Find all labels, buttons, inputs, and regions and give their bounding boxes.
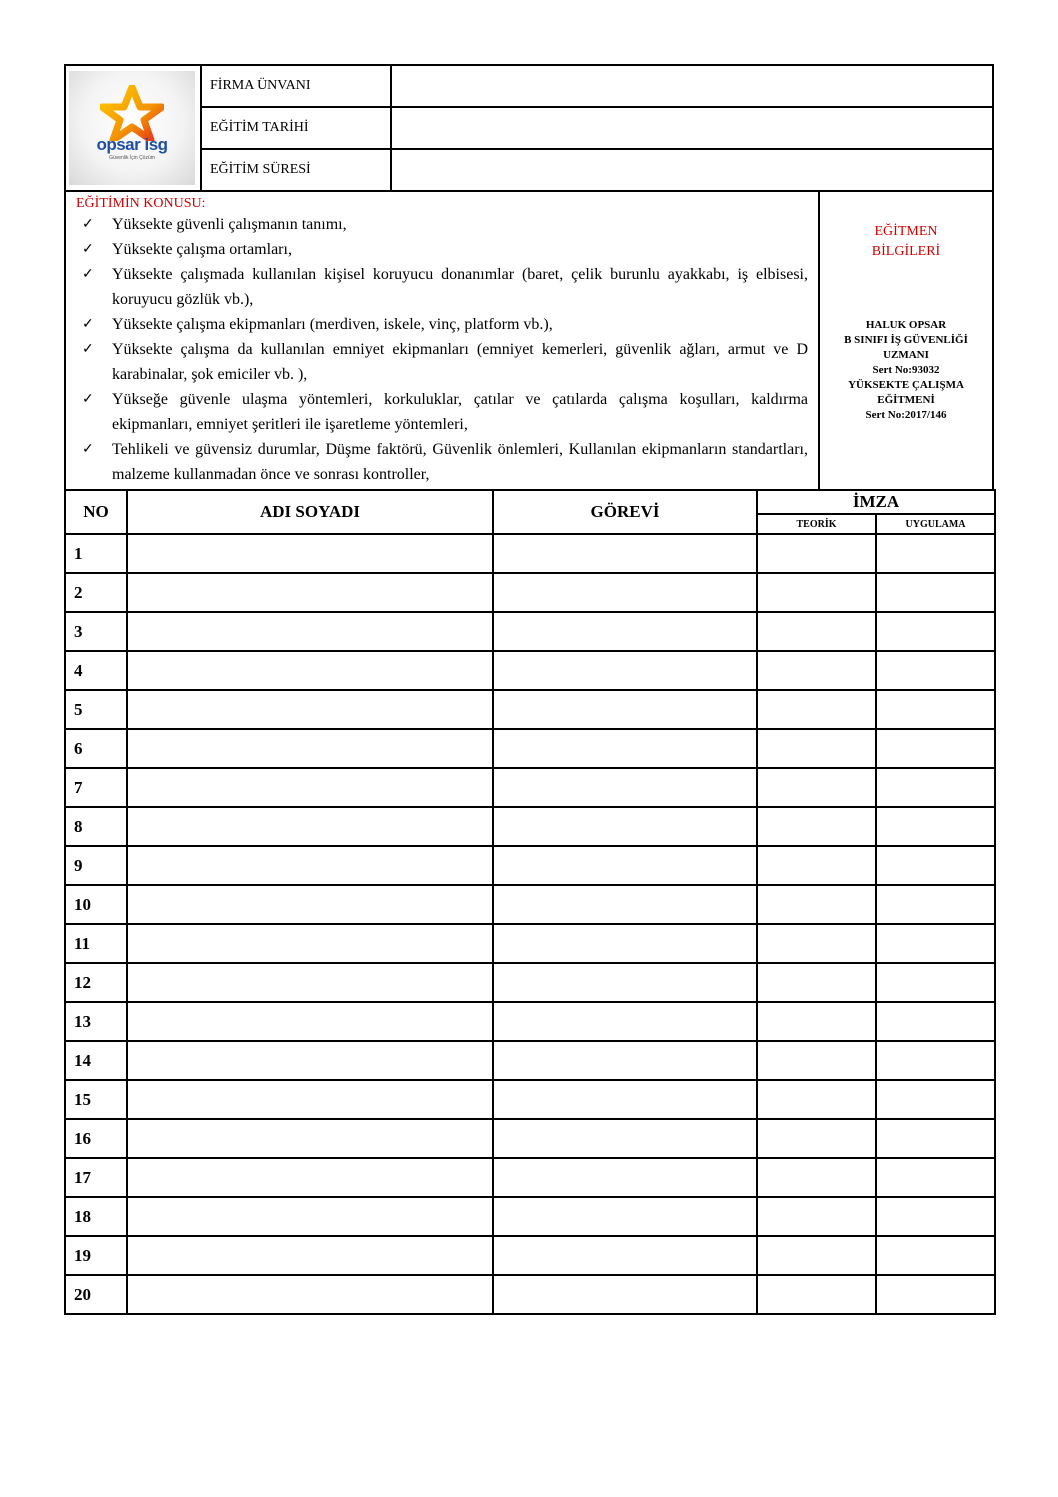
company-logo [69,71,195,185]
theory-signature-cell[interactable] [757,573,876,612]
practice-signature-cell[interactable] [876,768,995,807]
firm-name-field[interactable] [391,65,993,107]
practice-signature-cell[interactable] [876,1236,995,1275]
theory-signature-cell[interactable] [757,690,876,729]
row-number: 5 [65,690,127,729]
topic-list [76,212,808,487]
theory-signature-cell[interactable] [757,1119,876,1158]
checkmark-icon: ✓ [82,317,94,332]
theory-signature-cell[interactable] [757,846,876,885]
name-cell[interactable] [127,1197,493,1236]
row-number: 20 [65,1275,127,1314]
topic-item: ✓ Yüksekte çalışmada kullanılan kişisel koruyucu donanımlar (baret, çelik burunlu ayakkabı, iş elbisesi, koruyucu gözlük vb.), [112,262,808,312]
checkmark-icon: ✓ [82,442,94,457]
col-header-practice: UYGULAMA [876,514,995,534]
table-row [65,885,995,924]
trainer-details: HALUK OPSAR B SINIFI İŞ GÜVENLİĞİ UZMANI Sert No:93032 YÜKSEKTE ÇALIŞMA EĞİTMENİ Sert No:2017/146 [820,318,992,423]
role-cell[interactable] [493,1002,757,1041]
practice-signature-cell[interactable] [876,1197,995,1236]
topic-item: ✓ Yüksekte güvenli çalışmanın tanımı, [112,212,808,237]
theory-signature-cell[interactable] [757,1236,876,1275]
trainer-title: EĞİTMEN BİLGİLERİ [871,224,941,259]
theory-signature-cell[interactable] [757,1002,876,1041]
name-cell[interactable] [127,651,493,690]
theory-signature-cell[interactable] [757,729,876,768]
table-row [65,1158,995,1197]
role-cell[interactable] [493,885,757,924]
theory-signature-cell[interactable] [757,1197,876,1236]
practice-signature-cell[interactable] [876,1002,995,1041]
table-row [65,1197,995,1236]
theory-signature-cell[interactable] [757,924,876,963]
name-cell[interactable] [127,885,493,924]
attendance-table [64,489,996,1315]
row-number: 15 [65,1080,127,1119]
table-row [65,846,995,885]
role-cell[interactable] [493,1197,757,1236]
role-cell[interactable] [493,729,757,768]
table-row [65,651,995,690]
name-cell[interactable] [127,846,493,885]
trainer-cert-no: Sert No:93032 [872,364,940,376]
row-number: 13 [65,1002,127,1041]
role-cell[interactable] [493,807,757,846]
table-row [65,963,995,1002]
trainer-info-section [819,191,993,490]
role-cell[interactable] [493,1275,757,1314]
practice-signature-cell[interactable] [876,1158,995,1197]
name-cell[interactable] [127,807,493,846]
theory-signature-cell[interactable] [757,1158,876,1197]
role-cell[interactable] [493,963,757,1002]
training-duration-field[interactable] [391,149,993,191]
table-row [65,573,995,612]
table-row [65,1080,995,1119]
row-number: 2 [65,573,127,612]
col-header-signature: İMZA [757,490,995,514]
table-row [65,534,995,573]
role-cell[interactable] [493,1080,757,1119]
practice-signature-cell[interactable] [876,1080,995,1119]
role-cell[interactable] [493,534,757,573]
practice-signature-cell[interactable] [876,690,995,729]
name-cell[interactable] [127,1041,493,1080]
role-cell[interactable] [493,1119,757,1158]
name-cell[interactable] [127,1080,493,1119]
practice-signature-cell[interactable] [876,924,995,963]
practice-signature-cell[interactable] [876,573,995,612]
role-cell[interactable] [493,690,757,729]
row-number: 4 [65,651,127,690]
row-number: 6 [65,729,127,768]
theory-signature-cell[interactable] [757,1275,876,1314]
logo-brand-text: opsar isg [96,135,168,154]
theory-signature-cell[interactable] [757,807,876,846]
trainer-name: HALUK OPSAR [865,319,947,331]
row-number: 17 [65,1158,127,1197]
row-number: 8 [65,807,127,846]
header-table [64,64,994,192]
row-number: 16 [65,1119,127,1158]
table-row [65,924,995,963]
table-row [65,1275,995,1314]
theory-signature-cell[interactable] [757,768,876,807]
name-cell[interactable] [127,1236,493,1275]
col-header-no: NO [65,490,127,534]
table-row [65,1002,995,1041]
practice-signature-cell[interactable] [876,1119,995,1158]
table-row [65,768,995,807]
role-cell[interactable] [493,573,757,612]
row-number: 12 [65,963,127,1002]
checkmark-icon: ✓ [82,267,94,282]
row-number: 19 [65,1236,127,1275]
table-row [65,1041,995,1080]
checkmark-icon: ✓ [82,242,94,257]
row-number: 9 [65,846,127,885]
logo-tagline: Güvenlik İçin Çözüm [109,155,155,161]
table-row [65,1236,995,1275]
role-cell[interactable] [493,1158,757,1197]
row-number: 10 [65,885,127,924]
name-cell[interactable] [127,573,493,612]
table-row [65,807,995,846]
training-date-field[interactable] [391,107,993,149]
role-cell[interactable] [493,1041,757,1080]
theory-signature-cell[interactable] [757,963,876,1002]
training-date-label: EĞİTİM TARİHİ [201,107,391,149]
col-header-role: GÖREVİ [493,490,757,534]
practice-signature-cell[interactable] [876,963,995,1002]
practice-signature-cell[interactable] [876,846,995,885]
training-subject-section [65,191,819,490]
checkmark-icon: ✓ [82,392,94,407]
row-number: 3 [65,612,127,651]
row-number: 14 [65,1041,127,1080]
table-row [65,1119,995,1158]
firm-name-label: FİRMA ÜNVANI [201,65,391,107]
practice-signature-cell[interactable] [876,651,995,690]
practice-signature-cell[interactable] [876,885,995,924]
name-cell[interactable] [127,1119,493,1158]
role-cell[interactable] [493,1236,757,1275]
name-cell[interactable] [127,1002,493,1041]
subject-table [64,190,994,491]
topic-item: ✓ Yüksekte çalışma da kullanılan emniyet ekipmanları (emniyet kemerleri, güvenlik ağları, armut ve D karabinalar, şok emiciler vb. ), [112,337,808,387]
name-cell[interactable] [127,534,493,573]
star-logo-icon [100,85,164,141]
practice-signature-cell[interactable] [876,1041,995,1080]
theory-signature-cell[interactable] [757,1080,876,1119]
topic-item: ✓ Yüksekte çalışma ortamları, [112,237,808,262]
row-number: 18 [65,1197,127,1236]
theory-signature-cell[interactable] [757,534,876,573]
practice-signature-cell[interactable] [876,807,995,846]
name-cell[interactable] [127,1275,493,1314]
theory-signature-cell[interactable] [757,885,876,924]
practice-signature-cell[interactable] [876,1275,995,1314]
attendance-form [64,64,994,1315]
trainer-qualification: B SINIFI İŞ GÜVENLİĞİ [844,334,968,346]
subject-title: EĞİTİMİN KONUSU: [76,196,206,211]
name-cell[interactable] [127,729,493,768]
table-row [65,690,995,729]
role-cell[interactable] [493,768,757,807]
table-row [65,612,995,651]
theory-signature-cell[interactable] [757,651,876,690]
practice-signature-cell[interactable] [876,729,995,768]
role-cell[interactable] [493,612,757,651]
col-header-name: ADI SOYADI [127,490,493,534]
theory-signature-cell[interactable] [757,1041,876,1080]
logo-cell [65,65,201,191]
practice-signature-cell[interactable] [876,534,995,573]
row-number: 11 [65,924,127,963]
topic-item: ✓ Tehlikeli ve güvensiz durumlar, Düşme faktörü, Güvenlik önlemleri, Kullanılan ekipmanların standartları, malzeme kullanmadan önce ve sonrası kontroller, [112,437,808,487]
name-cell[interactable] [127,963,493,1002]
theory-signature-cell[interactable] [757,612,876,651]
name-cell[interactable] [127,924,493,963]
role-cell[interactable] [493,924,757,963]
role-cell[interactable] [493,846,757,885]
name-cell[interactable] [127,768,493,807]
topic-item: ✓ Yükseğe güvenle ulaşma yöntemleri, korkuluklar, çatılar ve çatılarda çalışma koşulları, kaldırma ekipmanları, emniyet şeritleri ile işaretleme yöntemleri, [112,387,808,437]
name-cell[interactable] [127,690,493,729]
name-cell[interactable] [127,1158,493,1197]
checkmark-icon: ✓ [82,342,94,357]
role-cell[interactable] [493,651,757,690]
trainer-cert-no-2: Sert No:2017/146 [865,409,947,421]
practice-signature-cell[interactable] [876,612,995,651]
topic-item: ✓ Yüksekte çalışma ekipmanları (merdiven, iskele, vinç, platform vb.), [112,312,808,337]
table-row [65,729,995,768]
training-duration-label: EĞİTİM SÜRESİ [201,149,391,191]
row-number: 1 [65,534,127,573]
name-cell[interactable] [127,612,493,651]
col-header-theory: TEORİK [757,514,876,534]
checkmark-icon: ✓ [82,217,94,232]
row-number: 7 [65,768,127,807]
